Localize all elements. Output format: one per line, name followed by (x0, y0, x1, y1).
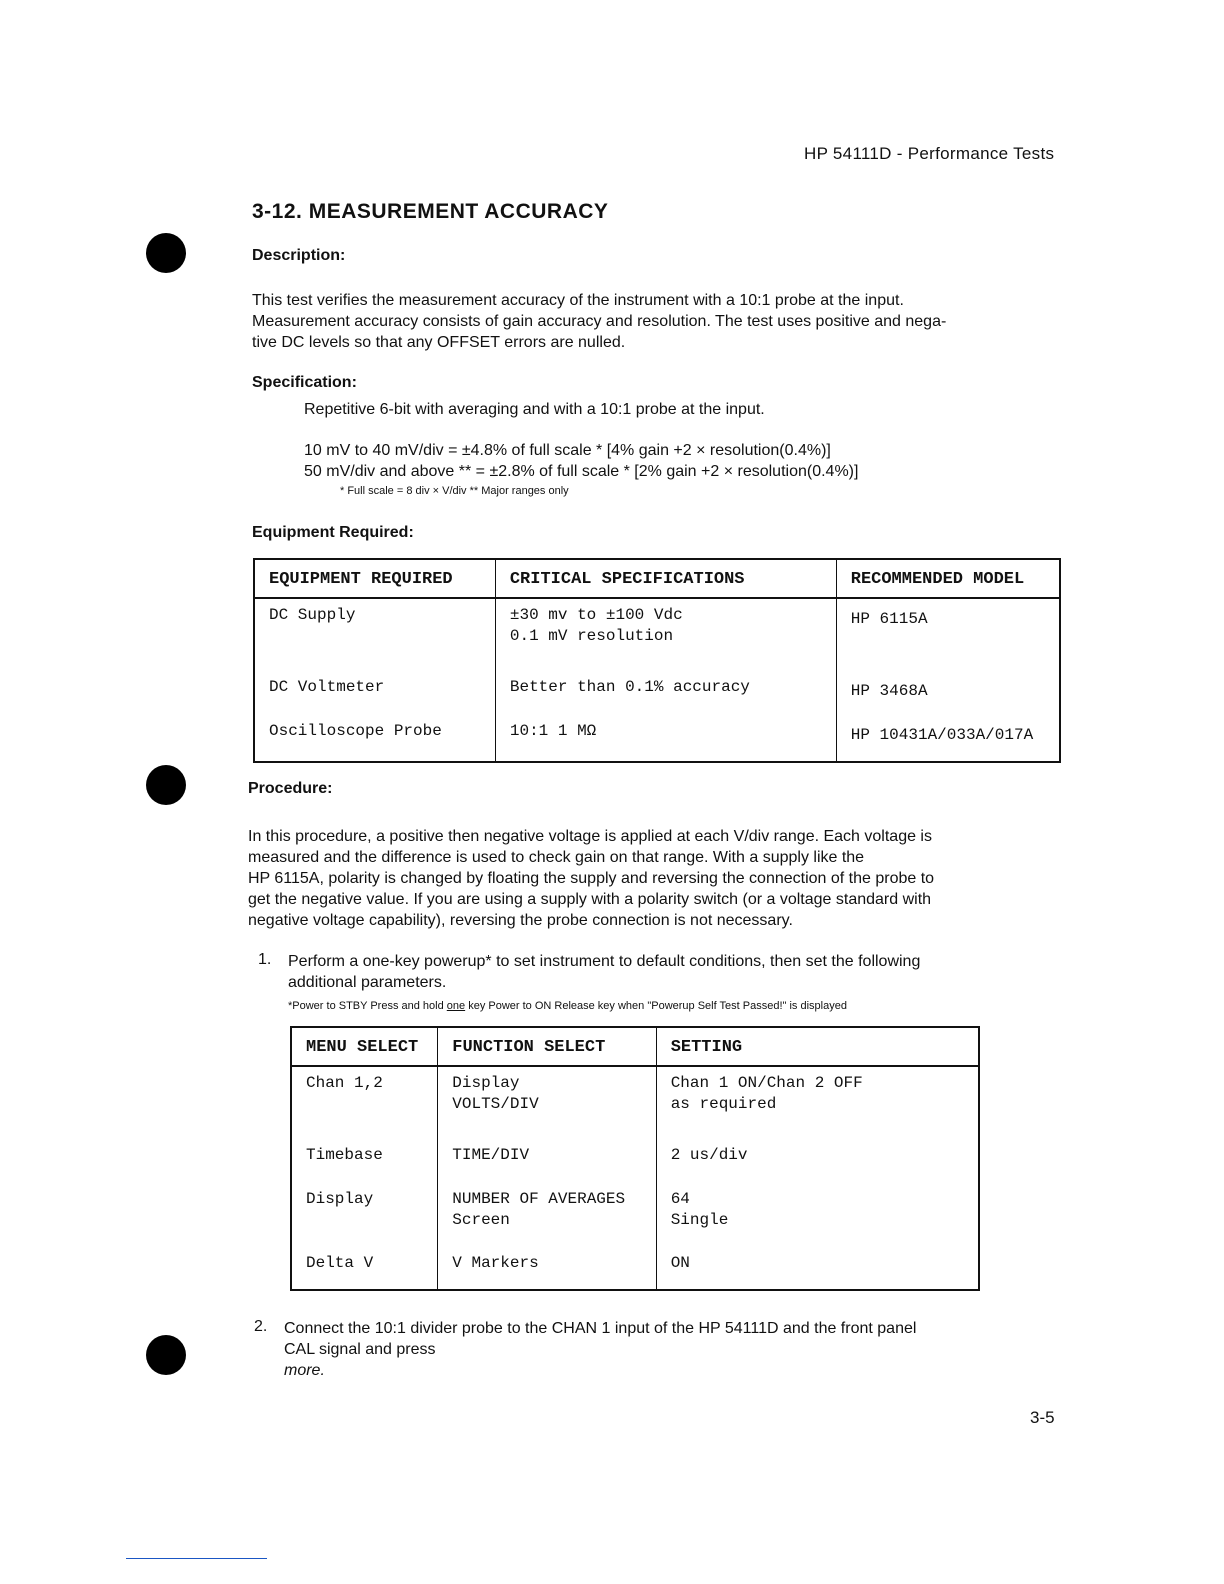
step2-text-part: CAL signal and press (284, 1341, 436, 1358)
table-row (254, 671, 1060, 715)
more-key-label: more. (284, 1362, 325, 1379)
footnote-underlined: one (446, 1000, 466, 1012)
procedure-label: Procedure: (248, 780, 333, 797)
footnote-text: key Power to ON Release key when "Powerup Self Test Passed!" is displayed (465, 1000, 847, 1012)
specification-label: Specification: (252, 374, 357, 391)
bottom-rule (126, 1558, 267, 1559)
setting (656, 1066, 979, 1139)
function-line: Screen (452, 1211, 510, 1229)
running-header: HP 54111D - Performance Tests (804, 144, 1055, 163)
function-line: NUMBER OF AVERAGES (452, 1190, 626, 1208)
page-number: 3-5 (1030, 1408, 1055, 1427)
equipment-model: HP 6115A (836, 598, 1060, 671)
equipment-label: Equipment Required: (252, 524, 414, 541)
procedure-line: In this procedure, a positive then negative voltage is applied at each V/div range. Each voltage is (248, 828, 932, 845)
menu-select: Display (291, 1183, 438, 1247)
step-number: 2. (254, 1318, 268, 1335)
setting-line: Single (670, 1211, 729, 1229)
table-row (254, 715, 1060, 762)
footnote-text: *Power to STBY Press and hold (288, 1000, 447, 1012)
equipment-table (253, 558, 1061, 763)
procedure-line: HP 6115A, polarity is changed by floating the supply and reversing the connection of the probe to (248, 870, 935, 887)
procedure-text (248, 826, 934, 931)
column-header: RECOMMENDED MODEL (836, 559, 1060, 598)
specification-accuracy-high: 50 mV/div and above ** = ±2.8% of full scale * [2% gain +2 × resolution(0.4%)] (304, 463, 859, 480)
setting-line: Chan 1 ON/Chan 2 OFF (670, 1074, 863, 1092)
table-row (291, 1139, 979, 1183)
function-select (438, 1066, 656, 1139)
equipment-item: DC Supply (254, 598, 495, 671)
description-label: Description: (252, 247, 346, 264)
binder-hole-2 (146, 765, 186, 805)
description-line: This test verifies the measurement accuracy of the instrument with a 10:1 probe at the input. (252, 292, 904, 309)
step1-line: Perform a one-key powerup* to set instrument to default conditions, then set the following (288, 953, 921, 970)
table-row (291, 1183, 979, 1247)
powerup-footnote (288, 1000, 847, 1012)
equipment-model: HP 3468A (836, 671, 1060, 715)
step2-text (284, 1318, 916, 1381)
description-line: Measurement accuracy consists of gain accuracy and resolution. The test uses positive and nega- (252, 313, 947, 330)
table-row (291, 1247, 979, 1290)
settings-table (290, 1026, 980, 1291)
description-text (252, 290, 946, 353)
column-header: EQUIPMENT REQUIRED (254, 559, 495, 598)
equipment-spec: Better than 0.1% accuracy (495, 671, 836, 715)
function-line: VOLTS/DIV (452, 1095, 539, 1113)
table-row (291, 1066, 979, 1139)
setting: ON (656, 1247, 979, 1290)
setting (656, 1183, 979, 1247)
step-number: 1. (258, 951, 272, 968)
function-select: V Markers (438, 1247, 656, 1290)
table-header-row (254, 559, 1060, 598)
menu-select: Chan 1,2 (291, 1066, 438, 1139)
column-header: CRITICAL SPECIFICATIONS (495, 559, 836, 598)
column-header: FUNCTION SELECT (438, 1027, 656, 1066)
binder-hole-3 (146, 1335, 186, 1375)
table-header-row (291, 1027, 979, 1066)
step1-line: additional parameters. (288, 974, 447, 991)
equipment-item: DC Voltmeter (254, 671, 495, 715)
table-row (254, 598, 1060, 671)
menu-select: Delta V (291, 1247, 438, 1290)
specification-accuracy-low: 10 mV to 40 mV/div = ±4.8% of full scale * [4% gain +2 × resolution(0.4%)] (304, 442, 831, 459)
section-title: 3-12. MEASUREMENT ACCURACY (252, 200, 609, 223)
column-header: MENU SELECT (291, 1027, 438, 1066)
specification-footnote: * Full scale = 8 div × V/div ** Major ranges only (340, 485, 569, 497)
setting: 2 us/div (656, 1139, 979, 1183)
menu-select: Timebase (291, 1139, 438, 1183)
step2-line: Connect the 10:1 divider probe to the CHAN 1 input of the HP 54111D and the front panel (284, 1320, 917, 1337)
equipment-spec (495, 598, 836, 671)
equipment-model: HP 10431A/033A/017A (836, 715, 1060, 762)
function-select (438, 1183, 656, 1247)
column-header: SETTING (656, 1027, 979, 1066)
equipment-spec: 10:1 1 MΩ (495, 715, 836, 762)
procedure-line: negative voltage capability), reversing the probe connection is not necessary. (248, 912, 793, 929)
step2-line (284, 1339, 916, 1381)
procedure-line: get the negative value. If you are using a supply with a polarity switch (or a voltage standard with (248, 891, 932, 908)
spec-line: 0.1 mV resolution (509, 627, 674, 645)
equipment-item: Oscilloscope Probe (254, 715, 495, 762)
binder-hole-1 (146, 233, 186, 273)
setting-line: as required (670, 1095, 777, 1113)
procedure-line: measured and the difference is used to check gain on that range. With a supply like the (248, 849, 865, 866)
description-line: tive DC levels so that any OFFSET errors are nulled. (252, 334, 626, 351)
specification-line: Repetitive 6-bit with averaging and with a 10:1 probe at the input. (304, 401, 765, 418)
spec-line: ±30 mv to ±100 Vdc (509, 606, 683, 624)
function-select: TIME/DIV (438, 1139, 656, 1183)
function-line: Display (452, 1074, 520, 1092)
step1-text (288, 951, 920, 993)
setting-line: 64 (670, 1190, 690, 1208)
